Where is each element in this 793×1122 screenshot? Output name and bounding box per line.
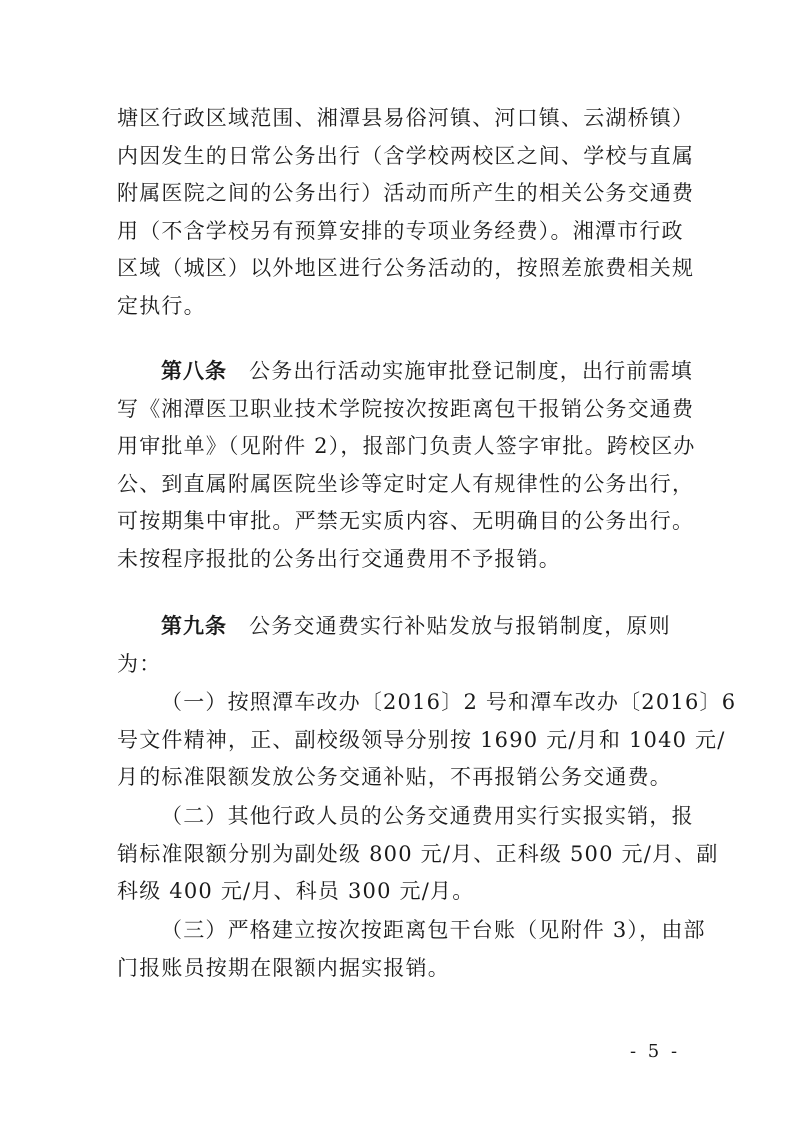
page-number: - 5 - (630, 1041, 681, 1062)
paragraph-line: 定执行。 (117, 293, 206, 318)
article-9-item-3 (117, 912, 706, 987)
paragraph-line: 塘区行政区域范围、湘潭县易俗河镇、河口镇、云湖桥镇） (117, 106, 695, 130)
article-9-first-text: 公务交通费实行补贴发放与报销制度，原则 (249, 614, 671, 638)
paragraph-line: 月的标准限额发放公务交通补贴，不再报销公务交通费。 (117, 765, 672, 789)
paragraph-line: 销标准限额分别为副处级 800 元/月、正科级 500 元/月、副 (117, 841, 719, 866)
article-8 (117, 353, 697, 578)
item-3-first-line: （三）严格建立按次按距离包干台账（见附件 3），由部 (161, 918, 706, 942)
paragraph-line: 公、到直属附属医院坐诊等定时定人有规律性的公务出行， (117, 471, 695, 496)
paragraph-line: 未按程序报批的公务出行交通费用不予报销。 (117, 546, 561, 571)
paragraph-continuation (117, 100, 697, 325)
paragraph-line: 用（不含学校另有预算安排的专项业务经费）。湘潭市行政 (117, 218, 684, 243)
paragraph-line: 用审批单》（见附件 2），报部门负责人签字审批。跨校区办 (117, 434, 696, 458)
article-9-first-line (117, 608, 697, 646)
paragraph-line: 写《湘潭医卫职业技术学院按次按距离包干报销公务交通费 (117, 396, 695, 421)
item-2-first-line: （二）其他行政人员的公务交通费用实行实报实销，报 (161, 804, 694, 828)
paragraph-line: 内因发生的日常公务出行（含学校两校区之间、学校与直属 (117, 143, 695, 168)
article-8-first-line (117, 353, 697, 391)
paragraph-line: 科级 400 元/月、科员 300 元/月。 (117, 879, 475, 903)
article-8-first-text: 公务出行活动实施审批登记制度，出行前需填 (249, 359, 693, 383)
article-9-item-1 (117, 684, 737, 797)
paragraph-line: 门报账员按期在限额内据实报销。 (117, 955, 450, 980)
paragraph-line: 为： (117, 651, 162, 676)
paragraph-line: 区域（城区）以外地区进行公务活动的，按照差旅费相关规 (117, 256, 695, 280)
article-9-heading: 第九条 (161, 614, 227, 638)
article-8-heading: 第八条 (161, 359, 227, 383)
paragraph-line: 号文件精神，正、副校级领导分别按 1690 元/月和 1040 元/ (117, 727, 726, 752)
article-9 (117, 608, 697, 683)
article-9-item-2 (117, 798, 719, 911)
item-1-first-line: （一）按照潭车改办〔2016〕2 号和潭车改办〔2016〕6 (161, 690, 737, 714)
paragraph-line: 可按期集中审批。严禁无实质内容、无明确目的公务出行。 (117, 509, 695, 533)
paragraph-line: 附属医院之间的公务出行）活动而所产生的相关公务交通费 (117, 181, 695, 205)
